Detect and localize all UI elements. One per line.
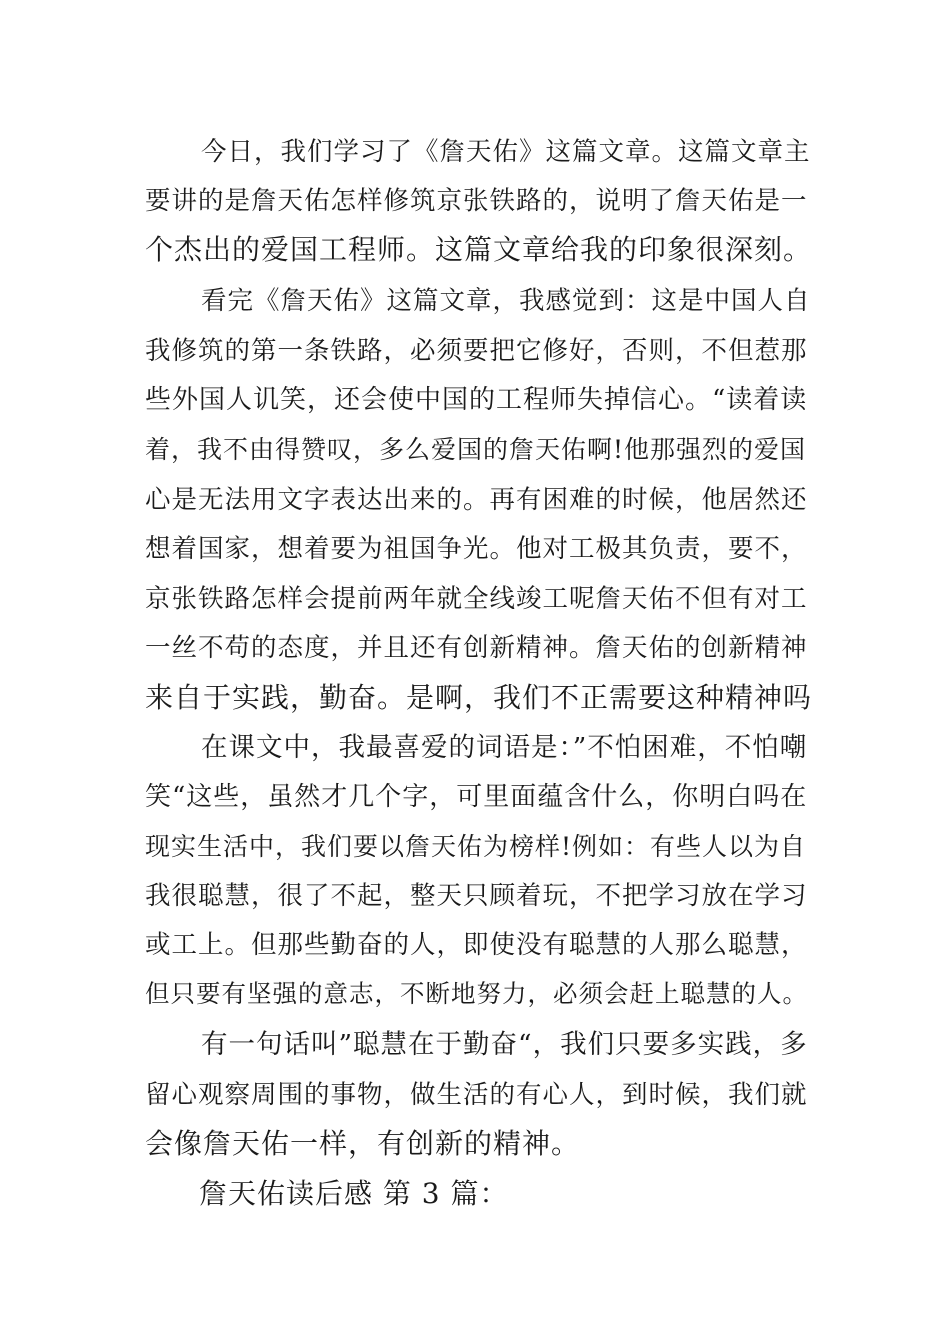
paragraph-2-line-2: 我修筑的第一条铁路，必须要把它修好，否则，不但惹那 bbox=[145, 336, 808, 366]
paragraph-4-line-2: 留心观察周围的事物，做生活的有心人，到时候，我们就 bbox=[145, 1080, 808, 1110]
paragraph-3-line-5: 或工上。但那些勤奋的人，即使没有聪慧的人那么聪慧， bbox=[145, 930, 808, 960]
paragraph-3-line-3: 现实生活中，我们要以詹天佑为榜样!例如：有些人以为自 bbox=[145, 832, 807, 861]
paragraph-1-line-3: 个杰出的爱国工程师。这篇文章给我的印象很深刻。 bbox=[145, 233, 813, 266]
paragraph-1-line-1: 今日，我们学习了《詹天佑》这篇文章。这篇文章主 bbox=[201, 137, 811, 167]
paragraph-2-line-4: 着，我不由得赞叹，多么爱国的詹天佑啊!他那强烈的爱国 bbox=[145, 435, 807, 464]
paragraph-1-line-2: 要讲的是詹天佑怎样修筑京张铁路的，说明了詹天佑是一 bbox=[145, 186, 808, 216]
paragraph-2-line-3: 些外国人讥笑，还会使中国的工程师失掉信心。“读着读 bbox=[145, 385, 808, 415]
paragraph-3-line-4: 我很聪慧，很了不起，整天只顾着玩，不把学习放在学习 bbox=[145, 881, 808, 911]
paragraph-2-line-7: 京张铁路怎样会提前两年就全线竣工呢詹天佑不但有对工 bbox=[145, 584, 808, 614]
paragraph-2-line-1: 看完《詹天佑》这篇文章，我感觉到：这是中国人自 bbox=[201, 286, 811, 316]
paragraph-3-line-6: 但只要有坚强的意志，不断地努力，必须会赶上聪慧的人。 bbox=[145, 979, 808, 1008]
paragraph-2-line-5: 心是无法用文字表达出来的。再有困难的时候，他居然还 bbox=[145, 485, 808, 515]
paragraph-2-line-6: 想着国家，想着要为祖国争光。他对工极其负责，要不， bbox=[145, 534, 808, 564]
paragraph-3-line-2: 笑“这些，虽然才几个字，可里面蕴含什么，你明白吗在 bbox=[145, 782, 808, 812]
section-heading: 詹天佑读后感 第 3 篇： bbox=[199, 1177, 509, 1210]
paragraph-2-line-8: 一丝不苟的态度，并且还有创新精神。詹天佑的创新精神 bbox=[145, 633, 808, 663]
paragraph-4-line-3: 会像詹天佑一样，有创新的精神。 bbox=[145, 1127, 581, 1160]
paragraph-4-line-1: 有一句话叫”聪慧在于勤奋“，我们只要多实践，多 bbox=[201, 1029, 808, 1060]
paragraph-2-line-9: 来自于实践，勤奋。是啊，我们不正需要这种精神吗 bbox=[145, 681, 813, 714]
paragraph-3-line-1: 在课文中，我最喜爱的词语是：”不怕困难，不怕嘲 bbox=[201, 732, 808, 763]
